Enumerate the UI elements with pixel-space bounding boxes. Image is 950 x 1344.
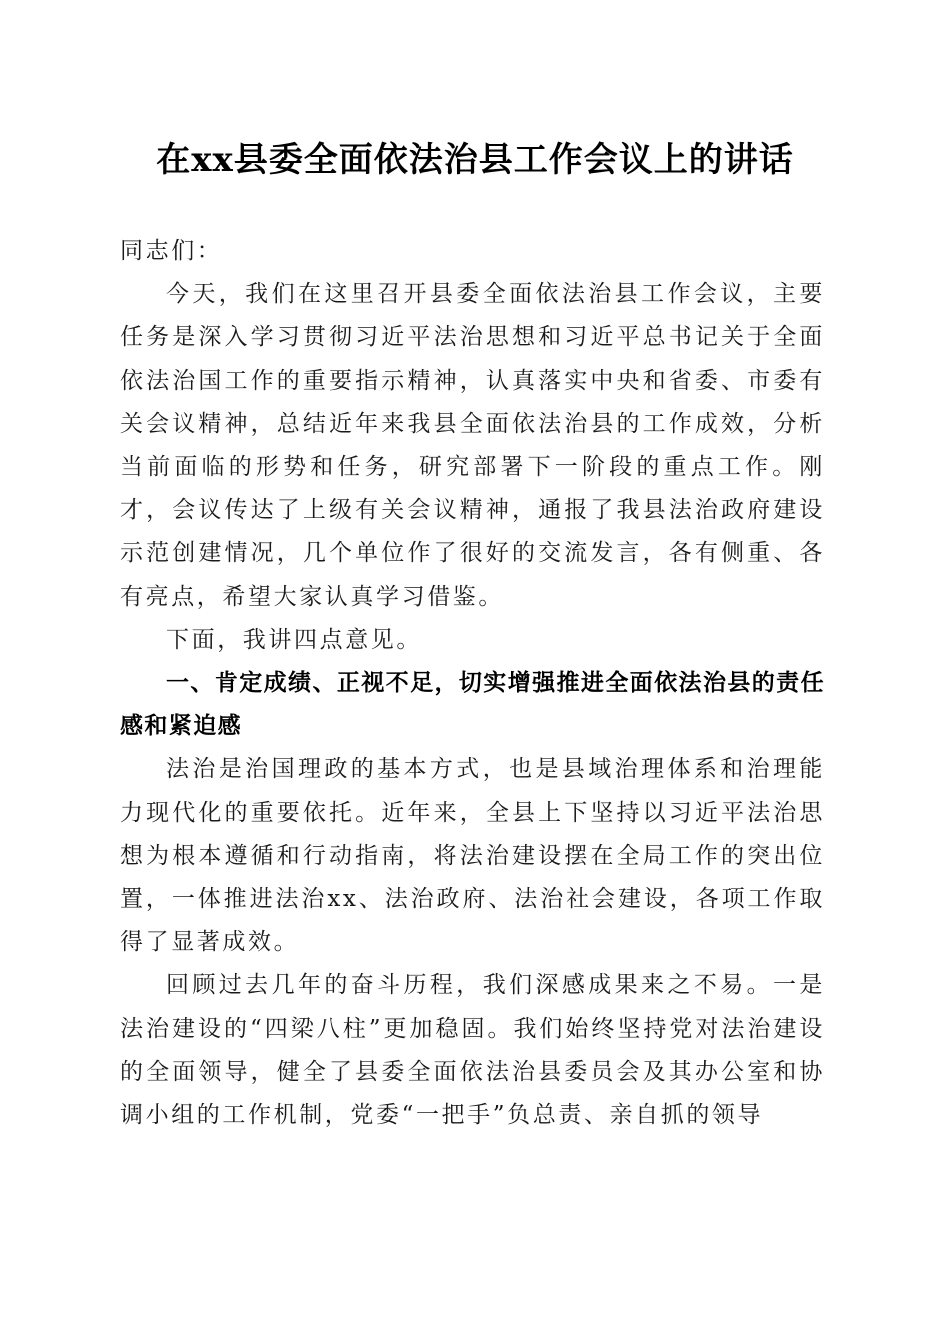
document-body xyxy=(120,230,825,1137)
salutation: 同志们： xyxy=(120,238,223,264)
paragraph-outline: 下面，我讲四点意见。 xyxy=(166,626,422,653)
document-title: 在xx县委全面依法治县工作会议上的讲话 xyxy=(156,140,794,180)
paragraph-opening: 今天，我们在这里召开县委全面依法治县工作会议，主要任务是深入学习贯彻习近平法治思想和习近平总书记关于全面依法治国工作的重要指示精神，认真落实中央和省委、市委有关会议精神，总结近年来我县全面依法治县的工作成效，分析当前面临的形势和任务，研究部署下一阶段的重点工作。刚才，会议传达了上级有关会议精神，通报了我县法治政府建设示范创建情况，几个单位作了很好的交流发言，各有侧重、各有亮点，希望大家认真学习借鉴。 xyxy=(120,281,825,610)
paragraph-section1-2: 回顾过去几年的奋斗历程，我们深感成果来之不易。一是法治建设的“四梁八柱”更加稳固。我们始终坚持党对法治建设的全面领导，健全了县委全面依法治县委员会及其办公室和协调小组的工作机制，党委“一把手”负总责、亲自抓的领导 xyxy=(120,972,825,1129)
section-heading-1: 一、肯定成绩、正视不足，切实增强推进全面依法治县的责任感和紧迫感 xyxy=(120,670,825,740)
paragraph-section1-1: 法治是治国理政的基本方式，也是县域治理体系和治理能力现代化的重要依托。近年来，全县上下坚持以习近平法治思想为根本遵循和行动指南，将法治建设摆在全局工作的突出位置，一体推进法治xx、法治政府、法治社会建设，各项工作取得了显著成效。 xyxy=(120,756,825,956)
